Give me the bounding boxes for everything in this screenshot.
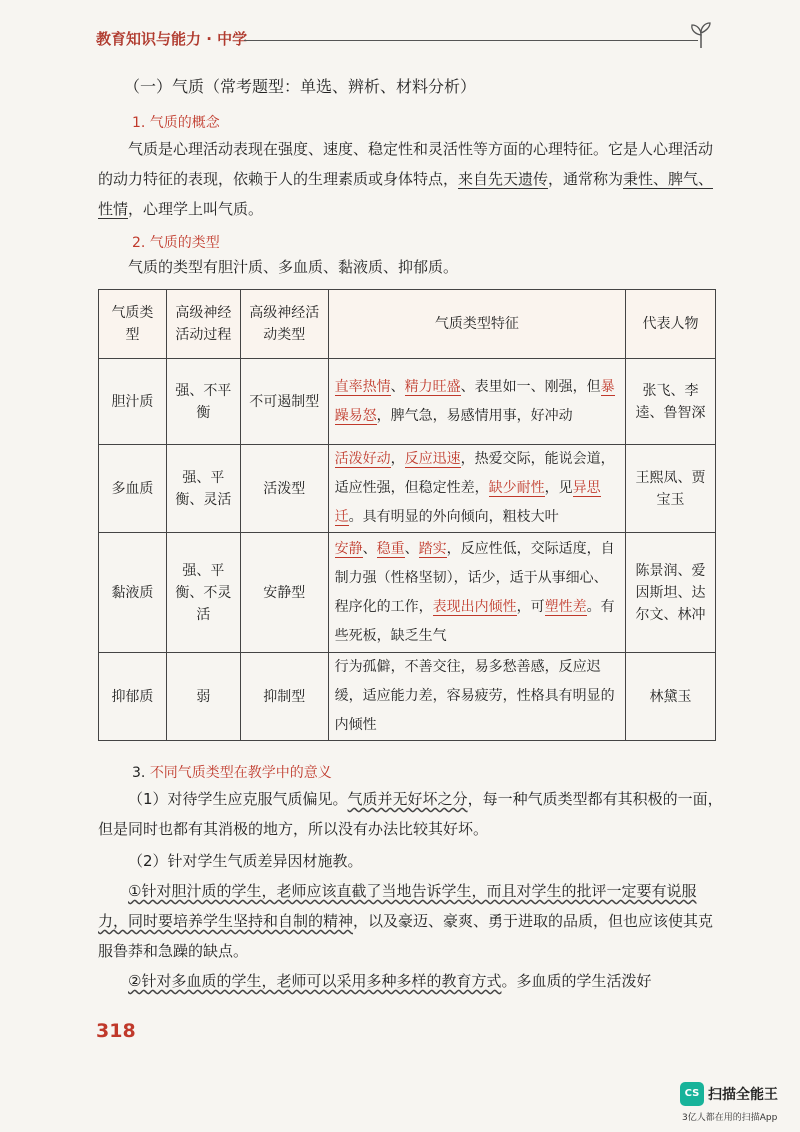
book-title: 教育知识与能力 · 中学: [96, 30, 248, 48]
concept-paragraph: [98, 134, 724, 224]
subsection-1-title: 1. 气质的概念: [132, 115, 220, 131]
bias-paragraph: （1）对待学生应克服气质偏见。气质并无好坏之分，每一种气质类型都有其积极的一面，但是同时也都有其消极的地方，所以没有办法比较其好坏。: [98, 790, 723, 838]
cell-process: 弱: [166, 653, 240, 741]
choleric-emph: ①针对胆汁质的学生，老师应该直截了当地告诉学生，而且对学生的批评一定要有说服力，同时要培养学生坚持和自制的精神: [98, 882, 697, 930]
concept-emph-heredity: 来自先天遗传: [458, 170, 549, 188]
table-row: [99, 653, 716, 741]
teach-paragraph: （2）针对学生气质差异因材施教。: [128, 852, 363, 870]
cell-features: 直率热情、精力旺盛、表里如一、刚强，但暴躁易怒，脾气急，易感情用事，好冲动: [328, 359, 625, 445]
cell-people: 林黛玉: [626, 653, 716, 741]
sanguine-paragraph: ②针对多血质的学生，老师可以采用多种多样的教育方式。多血质的学生活泼好: [128, 972, 652, 990]
cell-process: 强、平衡、不灵活: [166, 533, 240, 653]
camscanner-tagline: 3亿人都在用的扫描App: [682, 1113, 778, 1123]
cell-nerve-type: 不可遏制型: [240, 359, 328, 445]
header-features: 气质类型特征: [328, 290, 625, 359]
table-row: [99, 533, 716, 653]
cell-process: 强、平衡、灵活: [166, 445, 240, 533]
table-header-row: [99, 290, 716, 359]
choleric-paragraph: ①针对胆汁质的学生，老师应该直截了当地告诉学生，而且对学生的批评一定要有说服力，同时要培养学生坚持和自制的精神，以及豪迈、豪爽、勇于进取的品质，但也应该使其克服鲁莽和急躁的缺点。: [98, 882, 714, 960]
concept-emph-temper: 秉性、脾气、性情: [98, 170, 714, 218]
cell-people: 陈景润、爱因斯坦、达尔文、林冲: [626, 533, 716, 653]
running-header: [96, 28, 716, 50]
cell-features: 行为孤僻，不善交往，易多愁善感，反应迟缓，适应能力差，容易疲劳，性格具有明显的内倾性: [328, 653, 625, 741]
header-people: 代表人物: [626, 290, 716, 359]
cell-features: 活泼好动，反应迅速，热爱交际，能说会道，适应性强，但稳定性差，缺少耐性，见异思迁。具有明显的外向倾向，粗枝大叶: [328, 445, 625, 533]
cell-type: 抑郁质: [99, 653, 167, 741]
cell-people: 张飞、李逵、鲁智深: [626, 359, 716, 445]
header-rule: [244, 40, 698, 41]
cell-nerve-type: 安静型: [240, 533, 328, 653]
header-type: 气质类型: [99, 290, 167, 359]
concept-text-a: 气质是心理活动表现在强度、速度、稳定性和灵活性等方面的心理特征。它是人心理活动的动力特征的表现，依赖于人的生理素质或身体特点，: [98, 140, 714, 188]
section-title: （一）气质（常考题型：单选、辨析、材料分析）: [124, 77, 477, 96]
subsection-3-title: 3. 不同气质类型在教学中的意义: [132, 765, 332, 781]
cell-type: 黏液质: [99, 533, 167, 653]
sprout-icon: [686, 20, 716, 50]
concept-text-c: ，通常称为: [548, 170, 624, 188]
page-number: 318: [96, 1020, 136, 1042]
concept-text-e: ，心理学上叫气质。: [128, 200, 264, 218]
cell-process: 强、不平衡: [166, 359, 240, 445]
cell-type: 多血质: [99, 445, 167, 533]
cell-type: 胆汁质: [99, 359, 167, 445]
cell-features: 安静、稳重、踏实，反应性低，交际适度，自制力强（性格坚韧），话少，适于从事细心、程序化的工作，表现出内倾性，可塑性差。有些死板，缺乏生气: [328, 533, 625, 653]
sanguine-emph: ②针对多血质的学生，老师可以采用多种多样的教育方式: [128, 972, 502, 990]
table-row: [99, 359, 716, 445]
header-nerve-type: 高级神经活动类型: [240, 290, 328, 359]
camscanner-name: 扫描全能王: [708, 1087, 778, 1103]
cell-nerve-type: 活泼型: [240, 445, 328, 533]
camscanner-logo-icon: CS: [680, 1082, 704, 1106]
cell-people: 王熙凤、贾宝玉: [626, 445, 716, 533]
subsection-2-title: 2. 气质的类型: [132, 235, 220, 251]
types-intro: 气质的类型有胆汁质、多血质、黏液质、抑郁质。: [128, 258, 459, 276]
header-process: 高级神经活动过程: [166, 290, 240, 359]
temperament-table: [98, 289, 716, 741]
cell-nerve-type: 抑制型: [240, 653, 328, 741]
table-row: [99, 445, 716, 533]
no-good-bad-emph: 气质并无好坏之分: [347, 790, 468, 808]
